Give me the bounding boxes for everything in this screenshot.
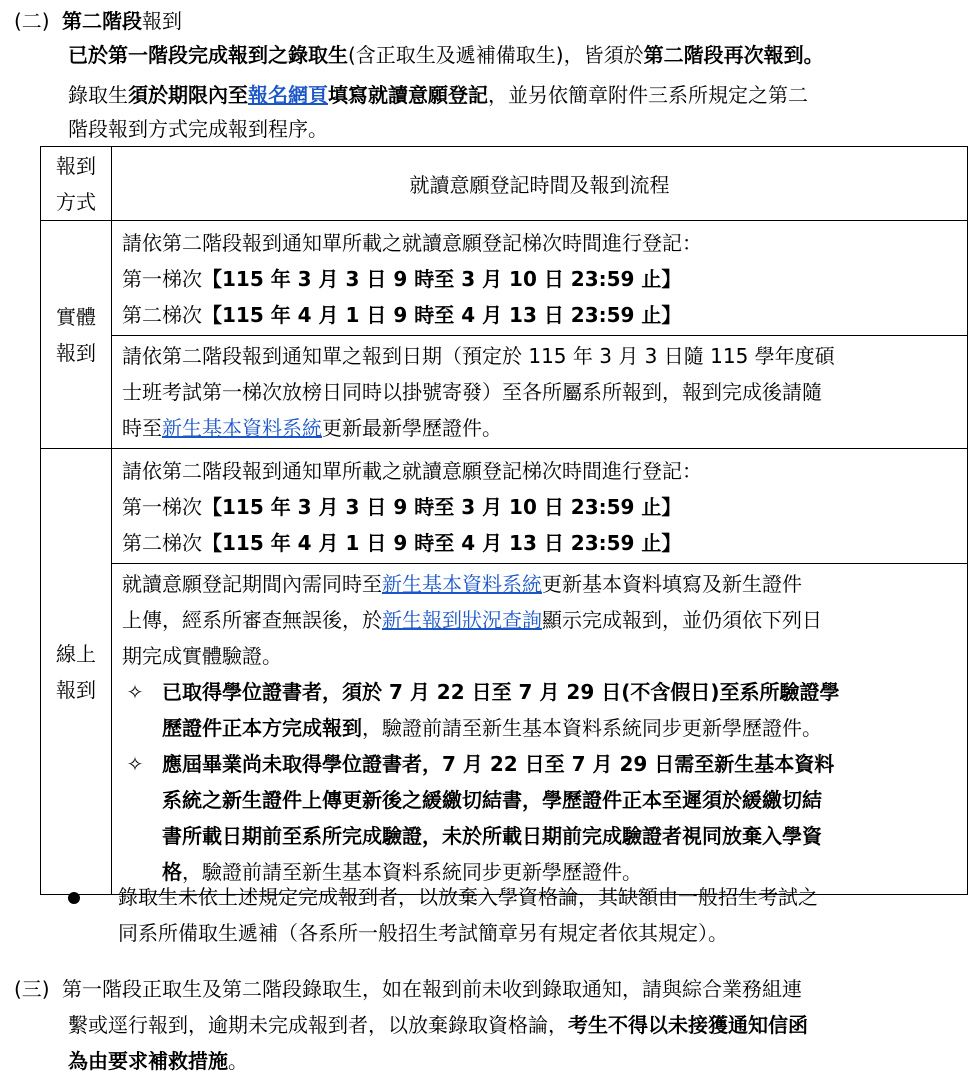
online-b2-l1: 應屆畢業尚未取得學位證書者，7 月 22 日至 7 月 29 日需至新生基本資料 — [162, 752, 835, 776]
physical-tier1-time: 【115 年 3 月 3 日 9 時至 3 月 10 日 23:59 止】 — [202, 267, 682, 291]
physical-report-l3-b: 更新最新學歷證件。 — [322, 416, 502, 440]
diamond-bullet-icon-2: ✧ — [126, 752, 144, 776]
online-b1-l2-bold: 歷證件正本方完成報到 — [162, 716, 362, 740]
online-tier2-label: 第二梯次 — [122, 531, 202, 555]
online-tier2-time: 【115 年 4 月 1 日 9 時至 4 月 13 日 23:59 止】 — [202, 531, 682, 555]
online-b1-l2-rest: ，驗證前請至新生基本資料系統同步更新學歷證件。 — [362, 716, 822, 740]
section3-l2-bold: 考生不得以未接獲通知信函 — [568, 1013, 808, 1037]
section3-l3-rest: 。 — [228, 1049, 248, 1073]
header-process-cell: 就讀意願登記時間及報到流程 — [112, 147, 968, 221]
physical-method-l1: 實體 — [56, 304, 96, 329]
online-method-l1: 線上 — [56, 641, 96, 666]
p2-c: 填寫就讀意願登記 — [328, 83, 488, 107]
online-l2-b: 顯示完成報到，並仍須依下列日 — [542, 608, 822, 632]
online-registration-cell — [112, 449, 968, 564]
section2-heading — [14, 4, 182, 38]
section3-l1: 第一階段正取生及第二階段錄取生，如在報到前未收到錄取通知，請與綜合業務組連 — [61, 977, 802, 1001]
physical-reg-intro: 請依第二階段報到通知單所載之就讀意願登記梯次時間進行登記： — [122, 231, 702, 255]
online-bullet-1 — [112, 674, 967, 746]
section3-l3-bold: 為由要求補救措施 — [68, 1049, 228, 1073]
physical-report-cell — [112, 336, 968, 449]
online-b2-l4-bold: 格 — [162, 860, 182, 884]
p2-b: 須於期限內至 — [128, 83, 248, 107]
physical-registration-cell — [112, 221, 968, 336]
online-l3: 期完成實體驗證。 — [122, 644, 282, 668]
section3-line1 — [14, 972, 802, 1006]
online-tier1 — [112, 489, 967, 525]
online-b2-l2: 系統之新生證件上傳更新後之緩繳切結書，學歷證件正本至遲須於緩繳切結 — [162, 788, 822, 812]
note-line1: 錄取生未依上述規定完成報到者，以放棄入學資格論，其缺額由一般招生考試之 — [118, 885, 818, 909]
student-data-system-link[interactable]: 新生基本資料系統 — [162, 416, 322, 440]
section3-line2 — [68, 1008, 808, 1042]
physical-method-cell — [41, 221, 112, 449]
registration-status-query-link[interactable]: 新生報到狀況查詢 — [382, 608, 542, 632]
section2-para-line2 — [68, 78, 808, 112]
p1-bold1: 已於第一階段完成報到之錄取生 — [68, 43, 348, 67]
section2-title-bold: 第二階段 — [61, 9, 142, 33]
physical-tier1 — [112, 261, 967, 297]
online-l2 — [112, 602, 967, 638]
physical-tier2-time: 【115 年 4 月 1 日 9 時至 4 月 13 日 23:59 止】 — [202, 303, 682, 327]
online-report-cell — [112, 564, 968, 895]
physical-report-l2: 士班考試第一梯次放榜日同時以掛號寄發）至各所屬系所報到，報到完成後請隨 — [122, 380, 822, 404]
section3-label: (三) — [14, 977, 50, 1001]
section3-line3 — [68, 1044, 248, 1078]
header-method-l2: 方式 — [56, 189, 96, 214]
section2-label: (二) — [14, 9, 50, 33]
online-tier1-label: 第一梯次 — [122, 495, 202, 519]
online-l1 — [112, 566, 967, 602]
physical-tier2 — [112, 297, 967, 333]
note-line2: 同系所備取生遞補（各系所一般招生考試簡章另有規定者依其規定）。 — [118, 921, 728, 945]
online-b1-l1: 已取得學位證書者，須於 7 月 22 日至 7 月 29 日(不含假日)至系所驗證學 — [162, 680, 840, 704]
section3-l2-a: 繫或逕行報到，逾期未完成報到者，以放棄錄取資格論， — [68, 1013, 568, 1037]
online-tier1-time: 【115 年 3 月 3 日 9 時至 3 月 10 日 23:59 止】 — [202, 495, 682, 519]
registration-webpage-link[interactable]: 報名網頁 — [248, 83, 328, 107]
online-b2-l4-rest: ，驗證前請至新生基本資料系統同步更新學歷證件。 — [182, 860, 642, 884]
p2-a: 錄取生 — [68, 83, 128, 107]
header-method-l1: 報到 — [56, 153, 96, 178]
registration-table — [40, 146, 968, 895]
online-l2-a: 上傳，經系所審查無誤後，於 — [122, 608, 382, 632]
p1-mid: (含正取生及遞補備取生)，皆須於 — [348, 43, 644, 67]
physical-report-l1: 請依第二階段報到通知單之報到日期（預定於 115 年 3 月 3 日隨 115 學年度碩 — [122, 344, 835, 368]
physical-report-l3 — [112, 410, 967, 446]
diamond-bullet-icon: ✧ — [126, 680, 144, 704]
online-bullet-2 — [112, 746, 967, 890]
online-reg-intro: 請依第二階段報到通知單所載之就讀意願登記梯次時間進行登記： — [122, 459, 702, 483]
online-method-l2: 報到 — [56, 677, 96, 702]
online-l1-b: 更新基本資料填寫及新生證件 — [542, 572, 802, 596]
online-b2-l3: 書所載日期前至系所完成驗證，未於所載日期前完成驗證者視同放棄入學資 — [162, 824, 822, 848]
physical-tier1-label: 第一梯次 — [122, 267, 202, 291]
student-data-system-link-2[interactable]: 新生基本資料系統 — [382, 572, 542, 596]
section2-para-line1 — [68, 38, 824, 72]
physical-method-l2: 報到 — [56, 340, 96, 365]
header-method-cell — [41, 147, 112, 221]
online-l1-a: 就讀意願登記期間內需同時至 — [122, 572, 382, 596]
physical-tier2-label: 第二梯次 — [122, 303, 202, 327]
section2-title-rest: 報到 — [141, 9, 182, 33]
note-bullet-icon — [68, 880, 80, 914]
p1-bold2: 第二階段再次報到。 — [643, 43, 824, 67]
online-tier2 — [112, 525, 967, 561]
physical-report-l3-a: 時至 — [122, 416, 162, 440]
section2-para-line3: 階段報到方式完成報到程序。 — [68, 117, 328, 141]
online-method-cell — [41, 449, 112, 895]
p2-d: ，並另依簡章附件三系所規定之第二 — [488, 83, 808, 107]
